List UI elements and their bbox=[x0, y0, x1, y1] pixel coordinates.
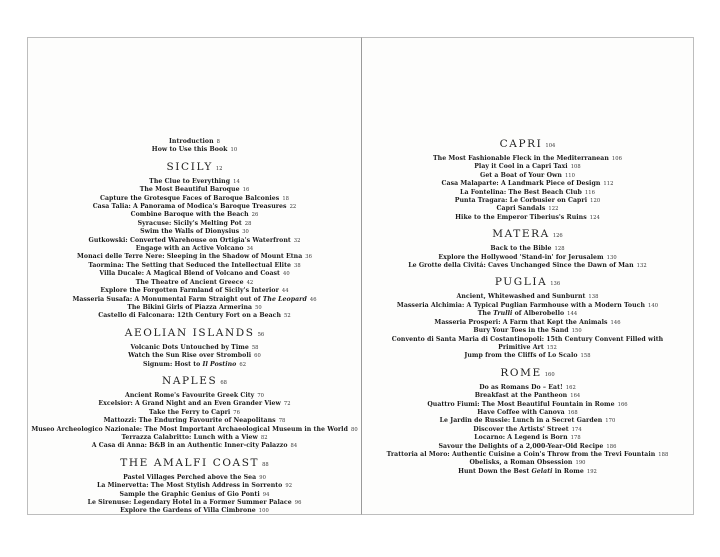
toc-entry bbox=[28, 253, 361, 261]
toc-entry bbox=[28, 262, 361, 270]
entry-title: Ancient, Whitewashed and Sunburnt bbox=[456, 293, 586, 301]
section-title: ROME bbox=[500, 366, 542, 379]
toc-entry bbox=[28, 482, 361, 490]
page-number: 80 bbox=[350, 426, 358, 433]
page-number: 138 bbox=[588, 294, 599, 301]
toc-entry bbox=[28, 237, 361, 245]
entry-title: Play it Cool in a Capri Taxi bbox=[474, 163, 568, 171]
toc-entry bbox=[362, 163, 693, 171]
page-number: 130 bbox=[606, 254, 617, 261]
entry-title: Swim the Walls of Dionysius bbox=[140, 228, 240, 236]
entry-title: Mattozzi: The Enduring Favourite of Neapolitans bbox=[103, 417, 276, 425]
section-page-number: 126 bbox=[552, 233, 563, 240]
toc-entry bbox=[362, 434, 693, 442]
entry-title: Monaci delle Terre Nere: Sleeping in the Shadow of Mount Etna bbox=[77, 253, 303, 261]
toc-entry bbox=[362, 214, 693, 222]
page-number: 14 bbox=[233, 178, 240, 185]
entry-title: Castello di Falconara: 12th Century Fort on a Beach bbox=[98, 312, 282, 320]
toc-entry bbox=[362, 392, 693, 400]
page-number: 84 bbox=[290, 443, 298, 450]
toc-entry bbox=[362, 468, 693, 476]
section-title: SICILY bbox=[166, 160, 213, 173]
toc-entry bbox=[28, 138, 361, 146]
toc-entry bbox=[362, 197, 693, 205]
entry-title: Explore the Forgotten Farmland of Sicily's Interior bbox=[100, 287, 279, 295]
entry-title: Casa Malaparte: A Landmark Piece of Design bbox=[441, 180, 601, 188]
toc-entry bbox=[362, 245, 693, 253]
page-number: 112 bbox=[603, 181, 614, 188]
section-title: AEOLIAN ISLANDS bbox=[124, 326, 255, 339]
page-number: 132 bbox=[636, 263, 647, 270]
entry-title: Syracuse: Sicily's Melting Pot bbox=[137, 219, 242, 227]
section-title: NAPLES bbox=[162, 374, 218, 387]
page-number: 122 bbox=[548, 206, 559, 213]
toc-entry bbox=[362, 189, 693, 197]
entry-title: Watch the Sun Rise over Stromboli bbox=[128, 352, 252, 360]
toc-entry bbox=[362, 327, 693, 335]
page-number: 178 bbox=[570, 435, 581, 442]
page-number: 174 bbox=[571, 426, 582, 433]
section-title: THE AMALFI COAST bbox=[120, 456, 260, 469]
toc-entry bbox=[28, 287, 361, 295]
page-number: 150 bbox=[571, 328, 582, 335]
page-number: 162 bbox=[565, 384, 576, 391]
entry-title: The Bikini Girls of Piazza Armerina bbox=[127, 303, 253, 311]
section-heading bbox=[28, 457, 361, 472]
toc-entry bbox=[362, 409, 693, 417]
toc-entry bbox=[362, 417, 693, 425]
entry-title: Volcanic Dots Untouched by Time bbox=[130, 343, 249, 351]
toc-entry bbox=[28, 178, 361, 186]
page-number: 170 bbox=[605, 418, 616, 425]
toc-entry bbox=[362, 319, 693, 327]
entry-title: Le Jardin de Russie: Lunch in a Secret Garden bbox=[439, 417, 603, 425]
entry-title-suffix: of Alberobello bbox=[512, 310, 565, 318]
page-number: 82 bbox=[260, 434, 268, 441]
section-heading bbox=[28, 327, 361, 342]
entry-title-italic: The Leopard bbox=[262, 295, 307, 303]
section-heading bbox=[362, 138, 693, 153]
entry-title: Convento di Santa Maria di Costantinopoli: 15th Century Convent Filled with bbox=[391, 335, 664, 343]
page-number: 58 bbox=[251, 344, 259, 351]
entry-title: The Clue to Everything bbox=[149, 177, 231, 185]
entry-title: The Most Fashionable Fleck in the Mediterranean bbox=[433, 155, 609, 162]
entry-title: Museo Archeologico Nazionale: The Most Important Archaeological Museum in the World bbox=[31, 425, 348, 433]
entry-title: Do as Romans Do – Eat! bbox=[479, 383, 563, 391]
section-page-number: 104 bbox=[545, 143, 556, 149]
page-number: 22 bbox=[289, 204, 297, 211]
entry-title: Jump from the Cliffs of Lo Scalo bbox=[464, 352, 578, 360]
page-number: 26 bbox=[251, 212, 259, 219]
entry-title: Ancient Rome's Favourite Greek City bbox=[124, 391, 255, 399]
entry-title: Introduction bbox=[168, 138, 214, 145]
section-page-number: 68 bbox=[220, 379, 227, 386]
entry-title: Pastel Villages Perched above the Sea bbox=[123, 473, 257, 481]
entry-title: Hike to the Emperor Tiberius's Ruins bbox=[455, 213, 587, 221]
page-number: 42 bbox=[246, 279, 254, 286]
toc-entry bbox=[28, 211, 361, 219]
toc-entry bbox=[362, 344, 693, 352]
toc-entry bbox=[362, 302, 693, 310]
toc-entry bbox=[28, 417, 361, 425]
toc-entry bbox=[28, 220, 361, 228]
page-number: 78 bbox=[278, 418, 286, 425]
entry-title: Signum: Host to bbox=[142, 360, 203, 368]
entry-title: Masseria Alchimia: A Typical Puglian Farmhouse with a Modern Touch bbox=[396, 301, 645, 309]
page-number: 8 bbox=[216, 139, 221, 145]
toc-entry bbox=[28, 270, 361, 278]
entry-title: Taormina: The Setting that Seduced the Intellectual Elite bbox=[88, 261, 291, 269]
section-heading bbox=[28, 375, 361, 390]
page-number: 152 bbox=[546, 344, 557, 351]
toc-entry bbox=[362, 262, 693, 270]
entry-title: Casa Talia: A Panorama of Modica's Baroque Treasures bbox=[92, 203, 287, 211]
toc-entry bbox=[362, 401, 693, 409]
toc-entry bbox=[28, 245, 361, 253]
page-number: 28 bbox=[244, 220, 252, 227]
toc-entry bbox=[28, 442, 361, 450]
toc-entry bbox=[28, 344, 361, 352]
page-number: 168 bbox=[567, 409, 578, 416]
page-number: 96 bbox=[294, 500, 302, 506]
entry-title: Villa Ducale: A Magical Blend of Volcano and Coast bbox=[99, 270, 280, 278]
toc-entry bbox=[28, 312, 361, 320]
entry-title: Capture the Grotesque Faces of Baroque Balconies bbox=[99, 194, 280, 202]
page-number: 108 bbox=[570, 164, 581, 171]
toc-entry bbox=[28, 426, 361, 434]
page-number: 10 bbox=[230, 147, 238, 154]
page-number: 90 bbox=[259, 474, 266, 481]
entry-title: Savour the Delights of a 2,000-Year-Old Recipe bbox=[438, 442, 604, 450]
page-number: 110 bbox=[564, 172, 575, 179]
toc-entry bbox=[362, 451, 693, 459]
toc-entry bbox=[28, 499, 361, 507]
page-number: 146 bbox=[610, 319, 621, 326]
section-page-number: 56 bbox=[257, 331, 265, 338]
entry-title: La Minervetta: The Most Stylish Address in Sorrento bbox=[96, 482, 283, 490]
entry-title: Explore the Hollywood 'Stand-in' for Jerusalem bbox=[438, 253, 604, 261]
toc-entry bbox=[28, 474, 361, 482]
page-number: 100 bbox=[258, 508, 269, 515]
entry-title-italic: Gelati bbox=[531, 467, 553, 475]
entry-title-suffix: in Rome bbox=[552, 467, 584, 475]
entry-title: La Fontelina: The Best Beach Club bbox=[460, 188, 582, 196]
entry-title: The bbox=[477, 310, 494, 318]
toc-entry bbox=[28, 400, 361, 408]
page-number: 62 bbox=[239, 361, 247, 368]
left-page bbox=[27, 37, 361, 515]
toc-entry bbox=[28, 186, 361, 194]
toc-entry bbox=[28, 361, 361, 369]
toc-entry bbox=[28, 491, 361, 499]
page-number: 164 bbox=[570, 393, 581, 400]
page-number: 60 bbox=[254, 353, 261, 360]
entry-title: Engage with an Active Volcano bbox=[135, 245, 244, 253]
entry-title: Combine Baroque with the Beach bbox=[130, 211, 249, 219]
entry-title: A Casa di Anna: B&B in an Authentic Inner-city Palazzo bbox=[91, 442, 288, 450]
section-heading bbox=[28, 161, 361, 176]
toc-entry bbox=[362, 459, 693, 467]
page-number: 40 bbox=[282, 271, 290, 278]
toc-entry bbox=[28, 304, 361, 312]
page-number: 52 bbox=[284, 313, 291, 320]
entry-title: Sample the Graphic Genius of Gio Ponti bbox=[119, 490, 260, 498]
entry-title: Masseria Susafa: A Monumental Farm Straight out of bbox=[72, 295, 263, 303]
toc-entry bbox=[28, 409, 361, 417]
entry-title-italic: Il Postino bbox=[202, 360, 237, 368]
page-number: 188 bbox=[658, 451, 669, 458]
page-number: 32 bbox=[293, 237, 301, 244]
page-number: 44 bbox=[281, 288, 289, 295]
entry-title: Punta Tragara: Le Corbusier on Capri bbox=[454, 197, 588, 205]
page-number: 140 bbox=[648, 302, 659, 309]
page-number: 144 bbox=[567, 311, 578, 318]
toc-entry bbox=[28, 507, 361, 515]
toc-entry bbox=[28, 228, 361, 236]
entry-title: Locarno: A Legend is Born bbox=[474, 434, 568, 442]
page-number: 34 bbox=[246, 246, 254, 253]
entry-title: Bury Your Toes in the Sand bbox=[473, 327, 569, 335]
entry-title-italic: Trulli bbox=[493, 310, 513, 318]
page-number: 186 bbox=[606, 443, 617, 450]
toc-entry bbox=[362, 205, 693, 213]
entry-title: Obelisks, a Roman Obsession bbox=[469, 459, 573, 467]
entry-title: Masseria Prosperi: A Farm that Kept the Animals bbox=[434, 318, 608, 326]
toc-entry bbox=[362, 293, 693, 301]
entry-title: Hunt Down the Best bbox=[458, 467, 532, 475]
page-number: 50 bbox=[255, 304, 262, 311]
toc-entry bbox=[28, 352, 361, 360]
toc-entry bbox=[28, 203, 361, 211]
page-number: 124 bbox=[589, 214, 600, 221]
toc-entry bbox=[362, 172, 693, 180]
page-number: 30 bbox=[242, 229, 249, 236]
toc-entry bbox=[28, 146, 361, 154]
page-number: 94 bbox=[262, 491, 270, 498]
toc-entry bbox=[362, 384, 693, 392]
toc-entry bbox=[28, 296, 361, 304]
section-title: PUGLIA bbox=[494, 276, 548, 289]
section-page-number: 12 bbox=[215, 165, 223, 172]
page-number: 92 bbox=[285, 483, 293, 490]
toc-entry bbox=[362, 443, 693, 451]
section-heading bbox=[362, 367, 693, 382]
entry-title: Have Coffee with Canova bbox=[477, 408, 565, 416]
toc-entry bbox=[362, 352, 693, 360]
entry-title: Take the Ferry to Capri bbox=[149, 408, 231, 416]
entry-title: Explore the Gardens of Villa Cimbrone bbox=[120, 507, 256, 515]
page-number: 36 bbox=[305, 254, 312, 261]
page-number: 16 bbox=[242, 187, 250, 194]
page-number: 106 bbox=[611, 156, 622, 162]
toc-entry bbox=[362, 180, 693, 188]
entry-title: How to Use this Book bbox=[151, 146, 228, 154]
entry-title: Quattro Fiumi: The Most Beautiful Fountain in Rome bbox=[427, 400, 615, 408]
toc-entry bbox=[28, 279, 361, 287]
toc-entry bbox=[362, 155, 693, 163]
right-page bbox=[361, 37, 694, 515]
entry-title: Le Grotte della Civitá: Caves Unchanged Since the Dawn of Man bbox=[408, 262, 634, 270]
toc-entry bbox=[362, 336, 693, 344]
entry-title: Back to the Bible bbox=[490, 245, 552, 253]
section-title: MATERA bbox=[492, 228, 550, 241]
entry-title: Get a Boat of Your Own bbox=[479, 171, 562, 179]
entry-title: The Most Beautiful Baroque bbox=[139, 186, 240, 194]
toc-entry bbox=[28, 195, 361, 203]
toc-entry bbox=[28, 434, 361, 442]
page-number: 190 bbox=[575, 460, 586, 467]
entry-title: The Theatre of Ancient Greece bbox=[135, 278, 244, 286]
page-number: 18 bbox=[282, 195, 290, 202]
entry-title: Capri Sandals bbox=[496, 205, 546, 213]
page-number: 166 bbox=[617, 401, 628, 408]
page-number: 38 bbox=[293, 262, 301, 269]
entry-title: Terrazza Calabritto: Lunch with a View bbox=[121, 433, 258, 441]
toc-entry bbox=[28, 392, 361, 400]
page-number: 72 bbox=[283, 401, 291, 408]
page-number: 116 bbox=[584, 189, 595, 196]
right-contents-column bbox=[362, 138, 693, 476]
entry-title: Trattoria al Moro: Authentic Cuisine a Coin's Throw from the Trevi Fountain bbox=[386, 450, 656, 458]
section-page-number: 88 bbox=[262, 461, 269, 468]
entry-title: Gutkowski: Converted Warehouse on Ortigia's Waterfront bbox=[88, 236, 291, 244]
entry-title: Primitive Art bbox=[498, 343, 544, 351]
entry-title: Breakfast at the Pantheon bbox=[474, 392, 568, 400]
section-heading bbox=[362, 228, 693, 243]
page-number: 46 bbox=[309, 296, 317, 303]
section-page-number: 160 bbox=[544, 371, 555, 378]
page-number: 120 bbox=[590, 198, 601, 205]
section-heading bbox=[362, 276, 693, 291]
page-number: 158 bbox=[580, 353, 591, 360]
page-number: 76 bbox=[233, 409, 240, 416]
entry-title: Le Sirenuse: Legendary Hotel in a Former Summer Palace bbox=[87, 499, 292, 506]
toc-entry bbox=[362, 426, 693, 434]
page-number: 128 bbox=[554, 246, 565, 253]
page-number: 192 bbox=[586, 468, 597, 475]
section-page-number: 136 bbox=[550, 281, 561, 288]
left-contents-column bbox=[28, 138, 361, 516]
toc-entry bbox=[362, 254, 693, 262]
section-title: CAPRI bbox=[499, 138, 543, 150]
toc-entry bbox=[362, 310, 693, 318]
page-number: 70 bbox=[257, 392, 265, 399]
entry-title: Excelsior: A Grand Night and an Even Grander View bbox=[98, 400, 281, 408]
entry-title: Discover the Artists' Street bbox=[473, 425, 569, 433]
